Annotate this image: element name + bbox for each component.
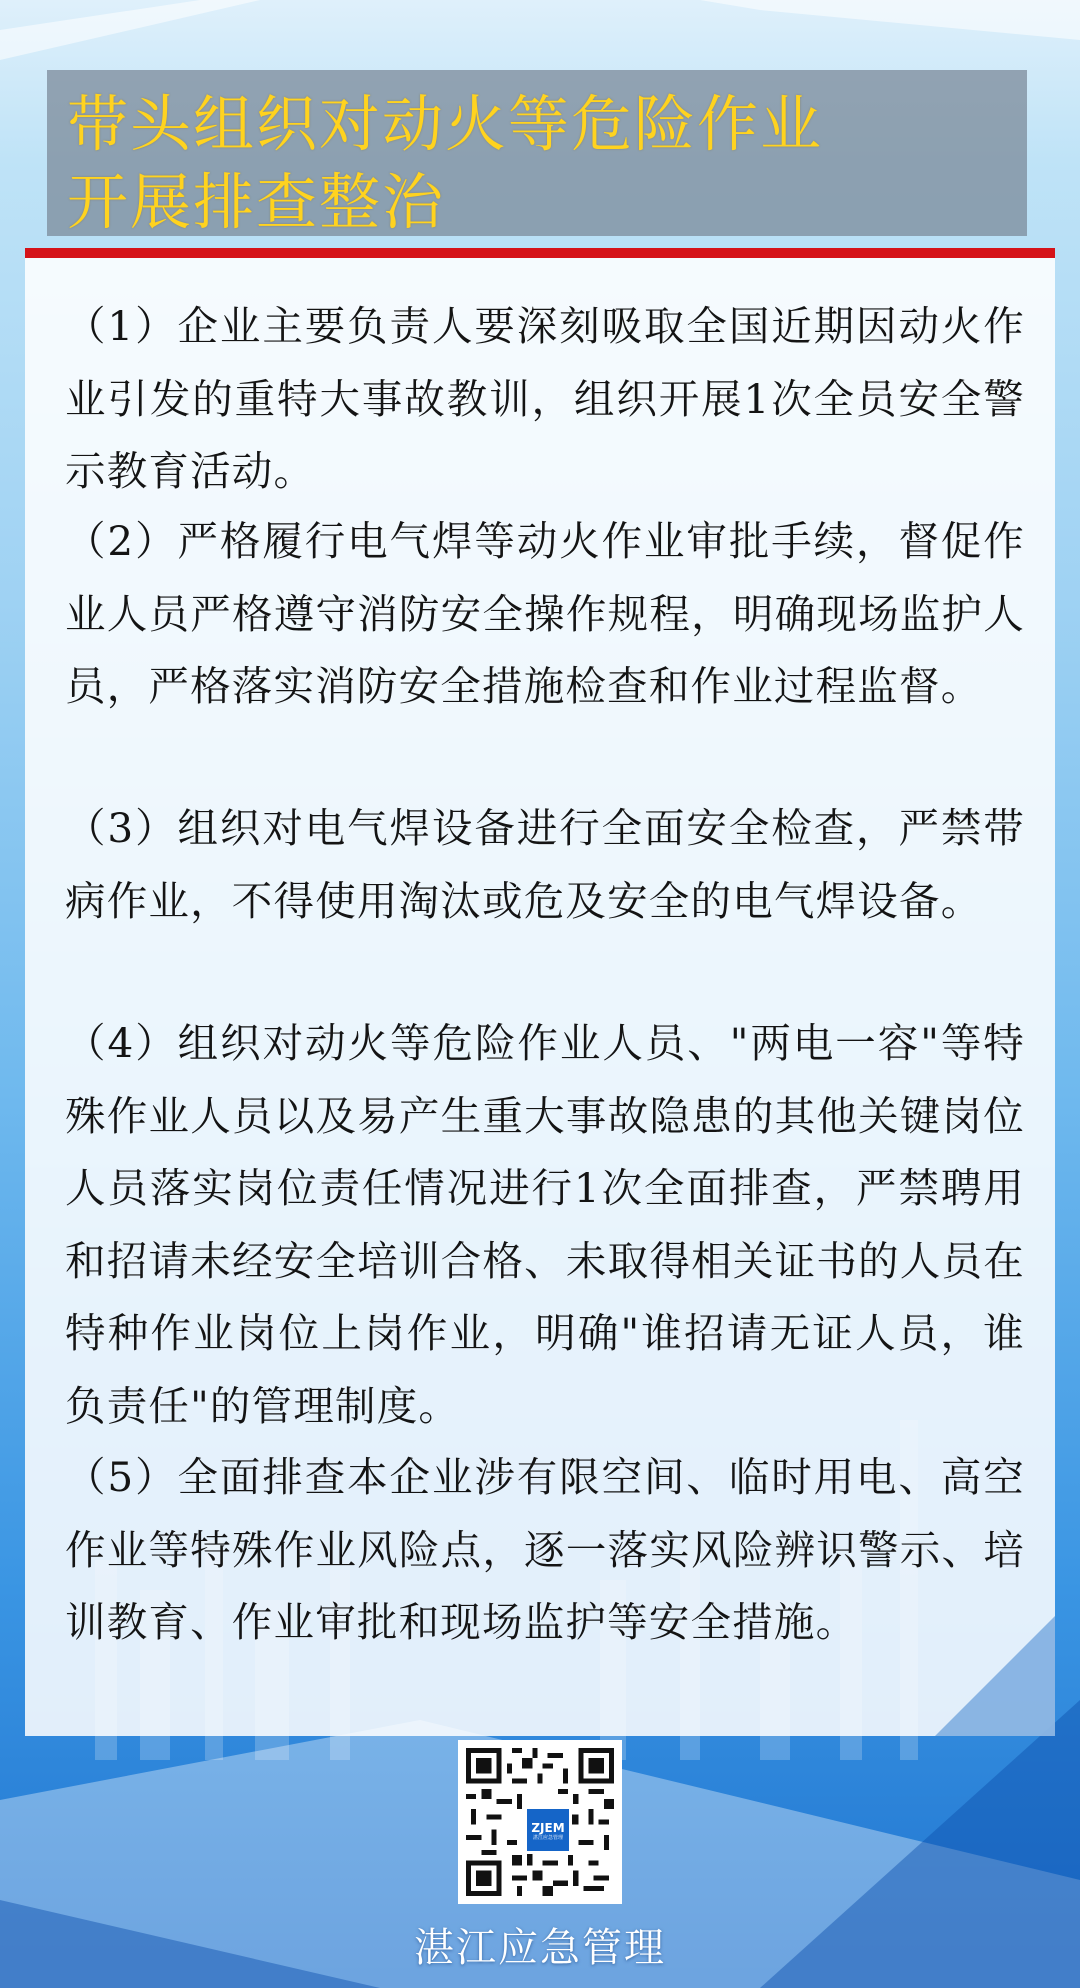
- page-title-line-2: 开展排查整治: [67, 167, 446, 238]
- list-item-4: （4）组织对动火等危险作业人员、"两电一容"等特殊作业人员以及易产生重大事故隐患的其他关键岗位人员落实岗位责任情况进行1次全面排查，严禁聘用和招请未经安全培训合格、未取得相关证书的人员在特种作业岗位上岗作业，明确"谁招请无证人员，谁负责任"的管理制度。: [65, 1019, 1025, 1430]
- content-card: [25, 258, 1055, 1736]
- list-item-3: （3）组织对电气焊设备进行全面安全检查，严禁带病作业，不得使用淘汰或危及安全的电气焊设备。: [65, 804, 1025, 925]
- qr-center-logo: [524, 1806, 572, 1854]
- page-title-line-1: 带头组织对动火等危险作业: [67, 89, 824, 160]
- qr-logo-subtext: 湛江应急管理: [532, 1834, 563, 1841]
- title-banner: [47, 70, 1027, 236]
- title-divider: [25, 248, 1055, 258]
- list-item-2: （2）严格履行电气焊等动火作业审批手续，督促作业人员严格遵守消防安全操作规程，明确现场监护人员，严格落实消防安全措施检查和作业过程监督。: [65, 517, 1025, 710]
- list-item-1: （1）企业主要负责人要深刻吸取全国近期因动火作业引发的重特大事故教训，组织开展1次全员安全警示教育活动。: [65, 302, 1025, 495]
- qr-logo-text: ZJEM: [531, 1820, 565, 1835]
- account-name: 湛江应急管理: [414, 1925, 666, 1971]
- qr-code[interactable]: [458, 1740, 622, 1904]
- list-item-5: （5）全面排查本企业涉有限空间、临时用电、高空作业等特殊作业风险点，逐一落实风险辨识警示、培训教育、作业审批和现场监护等安全措施。: [65, 1453, 1025, 1646]
